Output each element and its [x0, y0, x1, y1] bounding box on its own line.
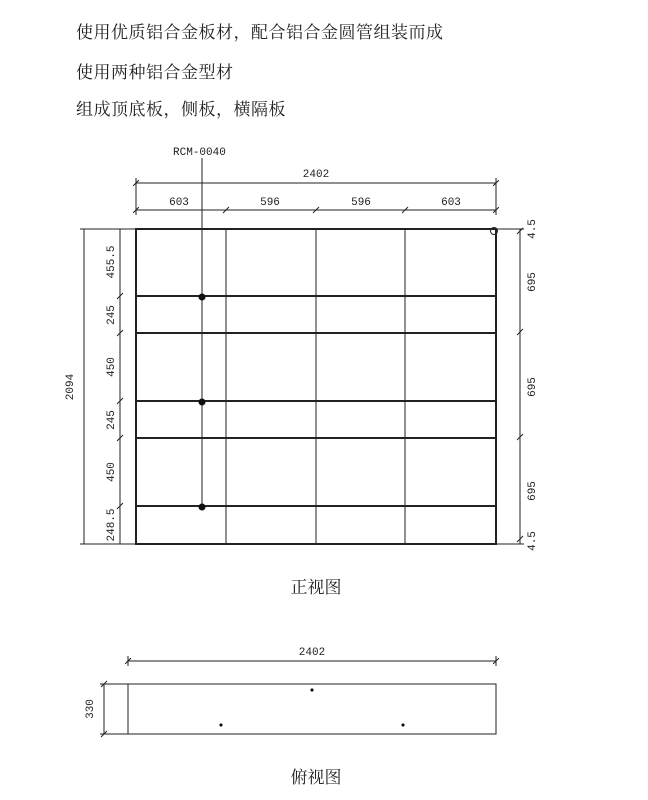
right-margin-label: 4.5: [527, 219, 539, 239]
section-height-label: 245: [106, 410, 118, 430]
callout-dot: [199, 294, 206, 301]
post-marker: [401, 723, 405, 727]
callout-dot: [199, 504, 206, 511]
description-line-1: 使用优质铝合金板材，配合铝合金圆管组装而成: [76, 23, 444, 43]
column-width-label: 603: [169, 197, 189, 209]
column-width-label: 596: [260, 197, 280, 209]
section-height-label: 245: [106, 305, 118, 325]
section-height-label: 450: [106, 357, 118, 377]
callout-label: RCM-0040: [173, 147, 226, 159]
overall-height-label: 2094: [65, 373, 77, 401]
top-width-label: 2402: [298, 647, 326, 659]
front-view-caption: 正视图: [290, 578, 342, 598]
section-height-label: 450: [106, 462, 118, 482]
post-marker: [219, 723, 223, 727]
description-line-2: 使用两种铝合金型材: [76, 63, 234, 83]
top-view-caption: 俯视图: [290, 768, 342, 788]
right-bay-label: 695: [527, 481, 539, 501]
front-view: [136, 158, 496, 544]
section-height-label: 455.5: [106, 245, 118, 279]
section-height-label: 248.5: [106, 508, 118, 542]
right-bay-label: 695: [527, 272, 539, 292]
depth-label: 330: [85, 699, 97, 719]
overall-width-label: 2402: [302, 169, 330, 181]
right-bay-label: 695: [527, 377, 539, 397]
post-marker: [310, 688, 314, 692]
right-margin-label: 4.5: [527, 531, 539, 551]
callout-dot: [199, 399, 206, 406]
column-width-label: 603: [441, 197, 461, 209]
column-width-label: 596: [351, 197, 371, 209]
description-line-3: 组成顶底板，侧板，横隔板: [76, 100, 286, 120]
